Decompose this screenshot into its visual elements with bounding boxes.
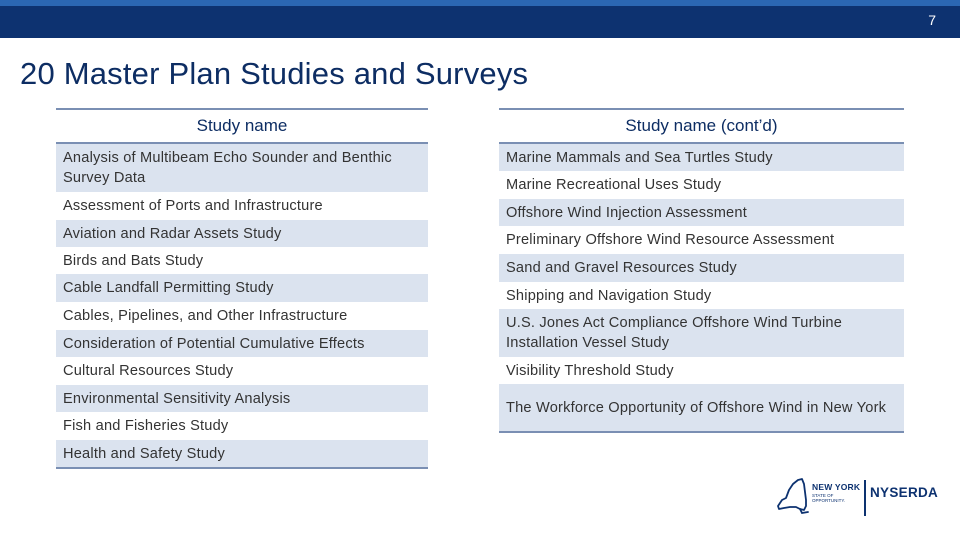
page-title: 20 Master Plan Studies and Surveys [20, 56, 529, 91]
right-study-table [499, 108, 904, 433]
logo-state-tagline: STATE OF OPPORTUNITY. [812, 493, 846, 503]
table-row: Marine Recreational Uses Study [506, 177, 722, 193]
header-bar [0, 0, 960, 38]
table-row: U.S. Jones Act Compliance Offshore Wind Turbine Installation Vessel Study [499, 309, 904, 357]
table-row: Offshore Wind Injection Assessment [499, 199, 904, 226]
table-row: Environmental Sensitivity Analysis [56, 385, 428, 412]
table-row: Shipping and Navigation Study [506, 287, 712, 304]
table-row: Preliminary Offshore Wind Resource Assessment [506, 232, 835, 248]
logo-state-name: NEW YORK [812, 482, 861, 492]
table-row: Consideration of Potential Cumulative Effects [56, 330, 428, 357]
table-row: Assessment of Ports and Infrastructure [63, 198, 323, 214]
logo-agency-name: NYSERDA [870, 485, 939, 500]
logo-divider [864, 480, 866, 516]
right-table-header: Study name (cont’d) [499, 109, 904, 143]
table-row: Sand and Gravel Resources Study [499, 254, 904, 282]
slide-number: 7 [928, 12, 936, 28]
table-row: Birds and Bats Study [63, 252, 204, 269]
header-accent-stripe [0, 0, 960, 6]
table-row: The Workforce Opportunity of Offshore Wind in New York [499, 384, 904, 432]
table-row: Fish and Fisheries Study [63, 418, 229, 434]
left-study-table [56, 108, 428, 469]
table-row: Analysis of Multibeam Echo Sounder and Benthic Survey Data [56, 143, 428, 192]
table-row: Cables, Pipelines, and Other Infrastructure [63, 308, 348, 324]
table-row: Aviation and Radar Assets Study [56, 220, 428, 247]
table-row: Cultural Resources Study [63, 363, 234, 379]
table-row: Visibility Threshold Study [506, 362, 674, 379]
nyserda-logo [776, 476, 946, 520]
table-row: Marine Mammals and Sea Turtles Study [499, 143, 904, 171]
new-york-state-map-icon [776, 476, 810, 516]
left-table-header: Study name [56, 109, 428, 143]
table-row: Health and Safety Study [56, 440, 428, 468]
table-row: Cable Landfall Permitting Study [56, 274, 428, 302]
